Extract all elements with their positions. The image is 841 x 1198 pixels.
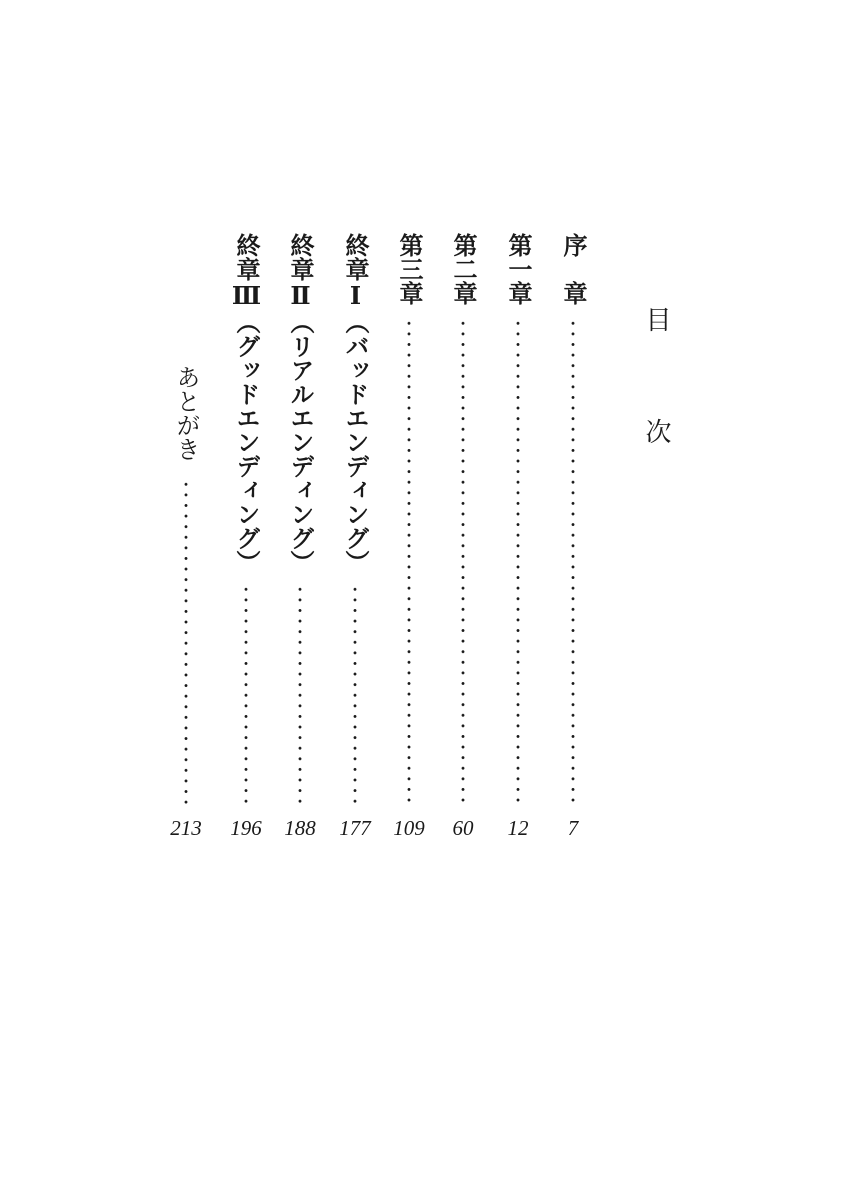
page-number: 109 (393, 816, 425, 840)
leader-dots (516, 318, 520, 805)
leader-dots (353, 584, 357, 805)
entry-title: あとがき (172, 365, 200, 461)
entry-title: 第一章 (504, 233, 533, 305)
toc-entry-final-1[interactable] (335, 0, 375, 1198)
leader-dots (461, 318, 465, 805)
toc-entry-chapter-1[interactable] (498, 0, 538, 1198)
leader-dots (244, 584, 248, 805)
toc-entry-final-3[interactable] (226, 0, 266, 1198)
leader-dots (407, 318, 411, 805)
entry-title: 序 章 (559, 233, 588, 305)
toc-entry-chapter-3[interactable] (389, 0, 429, 1198)
page-number: 213 (170, 816, 202, 840)
toc-entry-prologue[interactable] (553, 0, 593, 1198)
leader-dots (298, 584, 302, 805)
page-number: 12 (507, 816, 529, 840)
page-number: 188 (284, 816, 316, 840)
entry-title: 第二章 (449, 233, 478, 305)
toc-title: 目次 (641, 306, 671, 530)
entry-title: 終章Ⅰ（バッドエンディング） (341, 233, 370, 574)
leader-dots (184, 479, 188, 805)
page-number: 7 (567, 816, 579, 840)
page-number: 60 (452, 816, 474, 840)
page-number: 196 (230, 816, 262, 840)
entry-title: 終章Ⅲ（グッドエンディング） (232, 233, 261, 574)
toc-entry-chapter-2[interactable] (443, 0, 483, 1198)
entry-title: 終章Ⅱ（リアルエンディング） (286, 233, 315, 574)
page-number: 177 (339, 816, 371, 840)
toc-entry-afterword[interactable] (166, 0, 206, 1198)
leader-dots (571, 318, 575, 805)
toc-entry-final-2[interactable] (280, 0, 320, 1198)
entry-title: 第三章 (395, 233, 424, 305)
